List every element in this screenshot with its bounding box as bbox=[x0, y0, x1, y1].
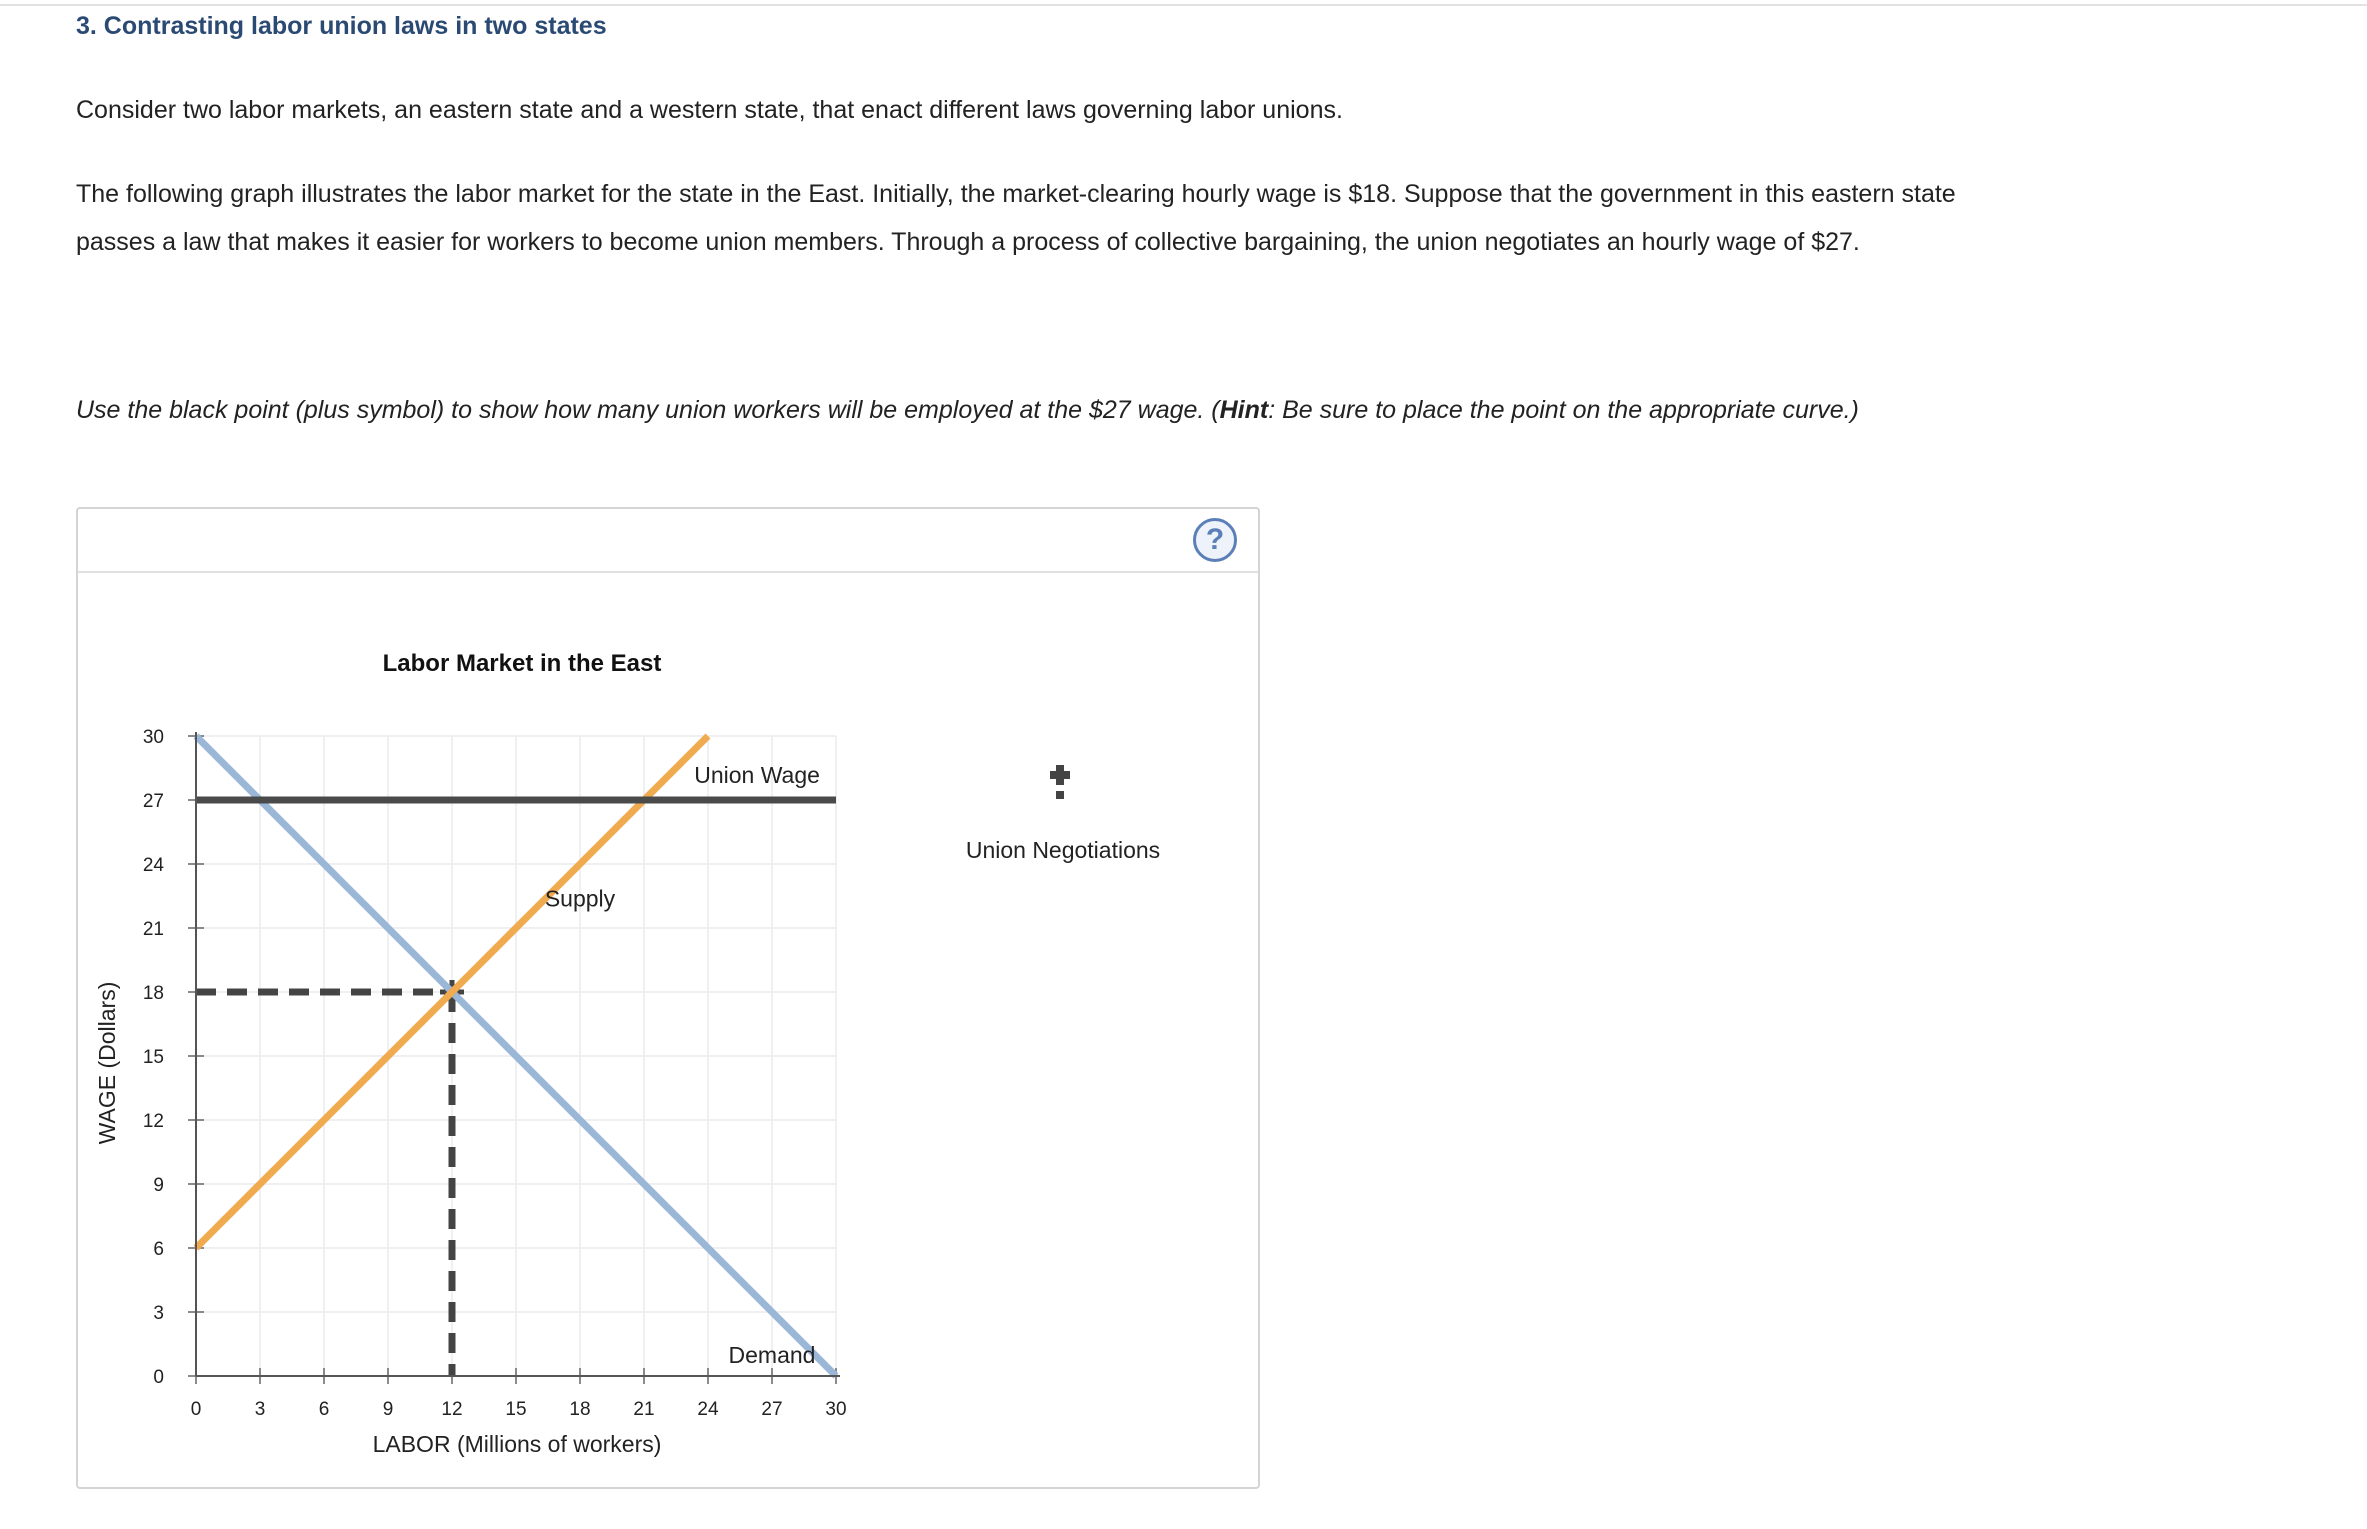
y-tick-label: 3 bbox=[153, 1303, 164, 1324]
y-tick-label: 24 bbox=[142, 855, 164, 876]
y-tick-label: 30 bbox=[142, 727, 164, 748]
y-tick-label: 27 bbox=[142, 791, 164, 812]
chart-labels bbox=[545, 762, 820, 1368]
x-tick-label: 6 bbox=[318, 1399, 330, 1420]
instruction-rest: : Be sure to place the point on the appropriate curve.) bbox=[1268, 396, 1859, 424]
instruction-main: Use the black point (plus symbol) to show how many union workers will be employed at the $27 wage. ( bbox=[76, 396, 1220, 424]
question-title: 3. Contrasting labor union laws in two states bbox=[76, 12, 607, 40]
description-text: The following graph illustrates the labor market for the state in the East. Initially, the market-clearing hourly wage is $18. Suppose that the government in this eastern state passes a law that makes it easier for workers to become union members. Through a process of collective bargaining, the union negotiates an hourly wage of $27. bbox=[76, 180, 1956, 256]
y-tick-label: 15 bbox=[142, 1047, 164, 1068]
x-tick-label: 30 bbox=[825, 1399, 847, 1420]
axis-ticks bbox=[143, 727, 847, 1420]
x-axis-label: LABOR (Millions of workers) bbox=[372, 1431, 662, 1457]
x-tick-label: 15 bbox=[505, 1399, 527, 1420]
plus-point-icon-dot bbox=[1056, 791, 1064, 799]
y-tick-label: 18 bbox=[142, 983, 164, 1004]
x-tick-label: 0 bbox=[190, 1399, 202, 1420]
palette-label: Union Negotiations bbox=[965, 837, 1161, 863]
x-tick-label: 18 bbox=[569, 1399, 591, 1420]
y-axis-label: WAGE (Dollars) bbox=[94, 981, 120, 1145]
x-tick-label: 3 bbox=[254, 1399, 266, 1420]
y-tick-label: 21 bbox=[142, 919, 164, 940]
instruction-hint-label: Hint bbox=[1219, 396, 1269, 424]
y-tick-label: 6 bbox=[153, 1239, 164, 1260]
intro-text: Consider two labor markets, an eastern state and a western state, that enact different laws governing labor unions. bbox=[76, 96, 1343, 124]
union-point-tool[interactable] bbox=[1050, 765, 1070, 799]
y-tick-label: 0 bbox=[153, 1367, 164, 1388]
x-tick-label: 24 bbox=[697, 1399, 719, 1420]
help-button[interactable]: ? bbox=[1193, 518, 1237, 562]
x-tick-label: 27 bbox=[761, 1399, 783, 1420]
supply-label: Supply bbox=[544, 885, 616, 912]
x-tick-label: 12 bbox=[441, 1399, 463, 1420]
chart-title: Labor Market in the East bbox=[382, 650, 662, 677]
union-wage-label: Union Wage bbox=[694, 761, 820, 788]
x-tick-label: 9 bbox=[382, 1399, 394, 1420]
x-tick-label: 21 bbox=[633, 1399, 655, 1420]
equilibrium-guides bbox=[196, 980, 464, 1376]
y-tick-label: 9 bbox=[153, 1175, 164, 1196]
y-tick-label: 12 bbox=[142, 1111, 164, 1132]
demand-label: Demand bbox=[728, 1342, 816, 1369]
plus-point-icon-horizontal bbox=[1050, 771, 1070, 779]
